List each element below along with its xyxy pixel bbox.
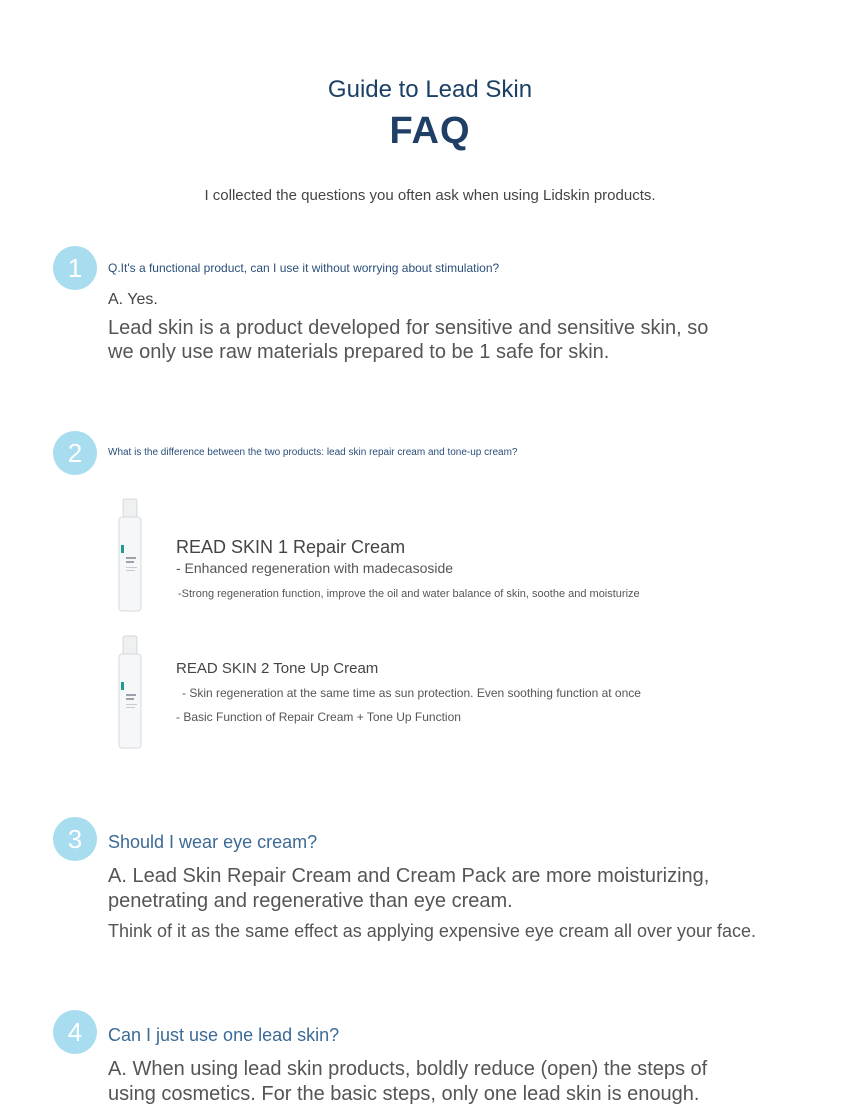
faq-answer-line-1a: Lead skin is a product developed for sensitive and sensitive skin, so: [108, 317, 709, 339]
faq-answer-line-3b: penetrating and regenerative than eye cream.: [108, 890, 513, 912]
faq-question-1: Q.It's a functional product, can I use it without worrying about stimulation?: [108, 261, 500, 275]
faq-answer-line-3a: A. Lead Skin Repair Cream and Cream Pack are more moisturizing,: [108, 865, 710, 887]
intro-text: I collected the questions you often ask when using Lidskin products.: [204, 187, 656, 204]
guide-title: Guide to Lead Skin: [327, 76, 533, 103]
faq-answer-line-3c: Think of it as the same effect as applying expensive eye cream all over your face.: [108, 921, 756, 941]
faq-number-2: 2: [53, 431, 97, 475]
faq-answer-line-4a: A. When using lead skin products, boldly reduce (open) the steps of: [108, 1058, 708, 1080]
product-name-1: READ SKIN 1 Repair Cream: [176, 537, 406, 557]
faq-title: FAQ: [389, 110, 471, 152]
repair-cream-bottle-image: [117, 497, 143, 609]
faq-number-4: 4: [53, 1010, 97, 1054]
product-2-line-1: - Skin regeneration at the same time as sun protection. Even soothing function at once: [182, 686, 641, 700]
faq-number-1: 1: [53, 246, 97, 290]
faq-answer-line-4b: using cosmetics. For the basic steps, only one lead skin is enough.: [108, 1083, 700, 1105]
faq-answer-short-1: A. Yes.: [108, 291, 158, 308]
faq-number-3: 3: [53, 817, 97, 861]
faq-question-3: Should I wear eye cream?: [108, 832, 318, 852]
product-name-2: READ SKIN 2 Tone Up Cream: [176, 660, 379, 677]
faq-question-4: Can I just use one lead skin?: [108, 1025, 340, 1045]
product-1-line-1: - Enhanced regeneration with madecasoside: [176, 560, 454, 576]
product-2-line-2: - Basic Function of Repair Cream + Tone Up Function: [176, 710, 461, 724]
product-1-line-2: -Strong regeneration function, improve the oil and water balance of skin, soothe and moisturize: [178, 588, 640, 600]
faq-question-2: What is the difference between the two products: lead skin repair cream and tone-up cream?: [108, 447, 518, 458]
tone-up-cream-bottle-image: [117, 634, 143, 746]
faq-answer-line-1b: we only use raw materials prepared to be 1 safe for skin.: [108, 341, 610, 363]
